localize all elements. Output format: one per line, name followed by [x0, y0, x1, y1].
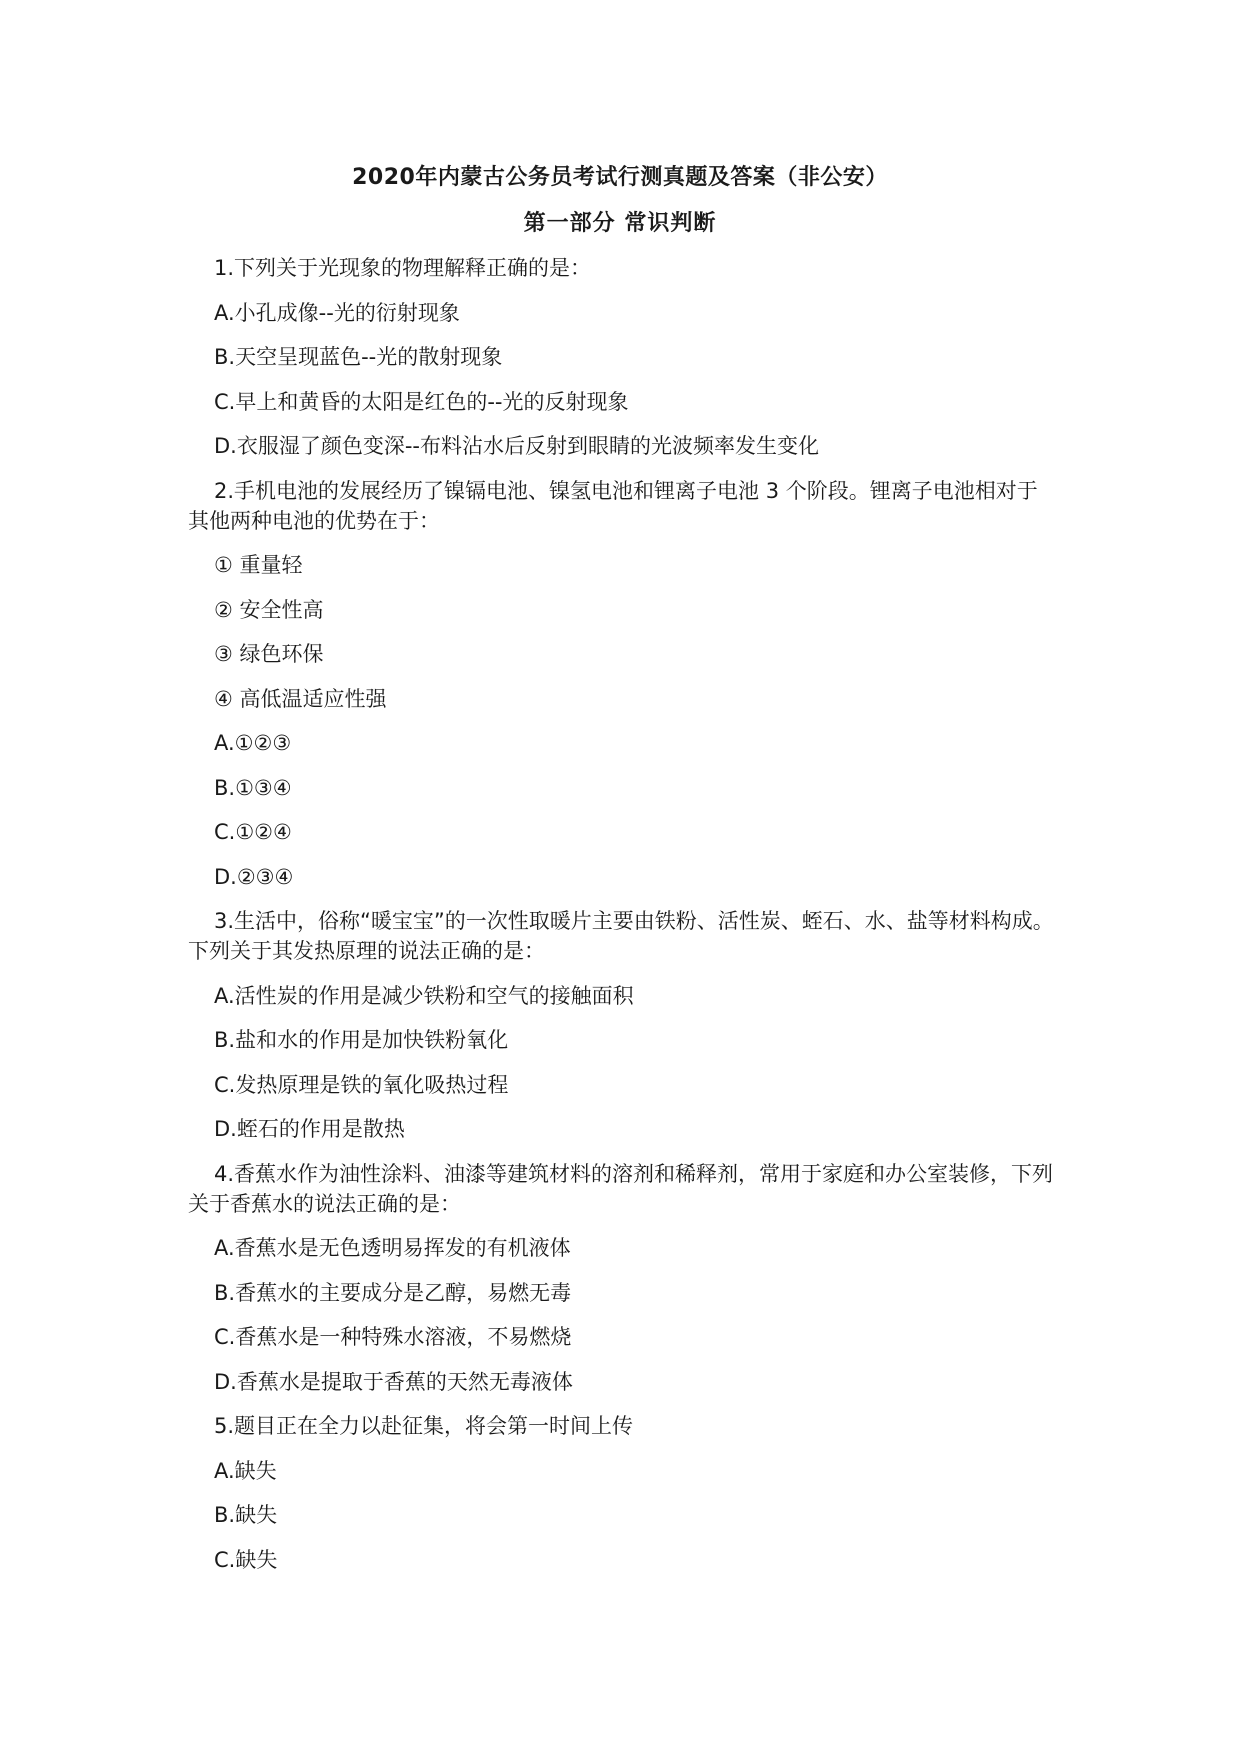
question-stem: 2.手机电池的发展经历了镍镉电池、镍氢电池和锂离子电池 3 个阶段。锂离子电池相对于其他两种电池的优势在于：	[188, 478, 1038, 533]
section-title: 第一部分 常识判断	[523, 211, 717, 236]
answer-option: A.香蕉水是无色透明易挥发的有机液体	[214, 1236, 571, 1260]
answer-option: B.香蕉水的主要成分是乙醇，易燃无毒	[214, 1280, 572, 1305]
answer-option: C.发热原理是铁的氧化吸热过程	[214, 1072, 509, 1097]
answer-option: A.①②③	[214, 731, 292, 755]
statement-item: ① 重量轻	[214, 553, 303, 577]
answer-option: B.缺失	[214, 1503, 278, 1527]
answer-option: C.香蕉水是一种特殊水溶液，不易燃烧	[214, 1325, 572, 1349]
answer-option: A.活性炭的作用是减少铁粉和空气的接触面积	[214, 983, 634, 1008]
answer-option: B.盐和水的作用是加快铁粉氧化	[214, 1028, 509, 1052]
answer-option: B.天空呈现蓝色--光的散射现象	[214, 345, 503, 369]
question-stem: 5.题目正在全力以赴征集，将会第一时间上传	[214, 1414, 634, 1438]
answer-option: A.小孔成像--光的衍射现象	[214, 300, 460, 325]
answer-option: D.蛭石的作用是散热	[214, 1117, 405, 1141]
answer-option: D.香蕉水是提取于香蕉的天然无毒液体	[214, 1369, 573, 1394]
answer-option: D.衣服湿了颜色变深--布料沾水后反射到眼睛的光波频率发生变化	[214, 434, 819, 458]
question-stem: 1.下列关于光现象的物理解释正确的是：	[214, 256, 592, 280]
answer-option: C.①②④	[214, 820, 292, 844]
question-stem: 4.香蕉水作为油性涂料、油漆等建筑材料的溶剂和稀释剂，常用于家庭和办公室装修，下列关于香蕉水的说法正确的是：	[188, 1161, 1054, 1216]
statement-item: ② 安全性高	[214, 597, 324, 622]
answer-option: A.缺失	[214, 1458, 277, 1483]
document-title: 2020年内蒙古公务员考试行测真题及答案（非公安）	[352, 165, 888, 190]
statement-item: ④ 高低温适应性强	[214, 686, 387, 711]
question-stem: 3.生活中，俗称“暖宝宝”的一次性取暖片主要由铁粉、活性炭、蛭石、水、盐等材料构成。下列关于其发热原理的说法正确的是：	[188, 909, 1054, 963]
questions-body	[188, 253, 1058, 1589]
answer-option: B.①③④	[214, 775, 292, 800]
statement-item: ③ 绿色环保	[214, 642, 324, 666]
answer-option: D.②③④	[214, 864, 294, 889]
answer-option: C.早上和黄昏的太阳是红色的--光的反射现象	[214, 389, 629, 414]
answer-option: C.缺失	[214, 1547, 278, 1572]
